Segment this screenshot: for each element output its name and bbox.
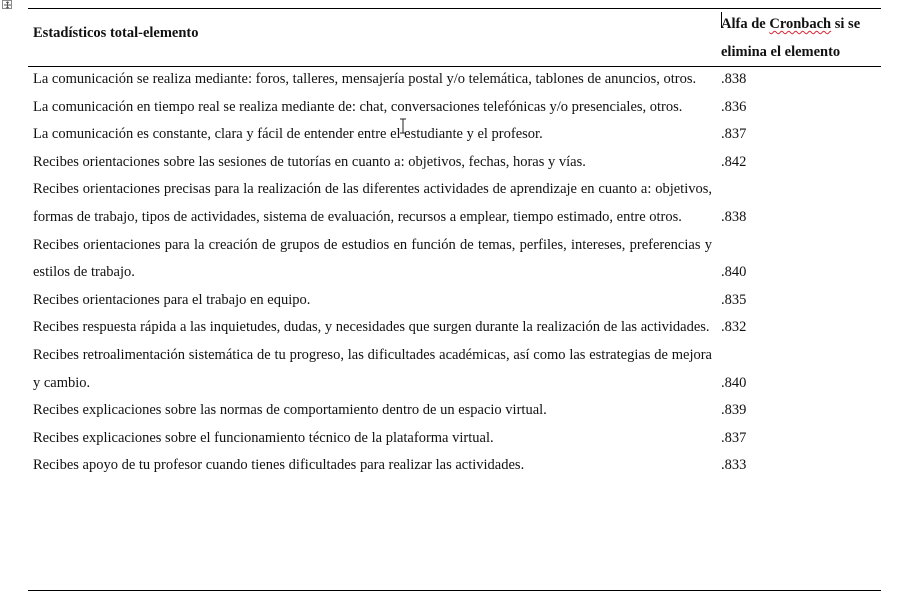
header-cronbach-part1: Alfa de — [721, 16, 770, 32]
item-alpha: .840 — [721, 374, 747, 391]
item-alpha: .832 — [721, 319, 747, 336]
item-alpha: .837 — [721, 429, 747, 446]
item-alpha: .838 — [721, 208, 747, 225]
table-row — [28, 232, 881, 287]
table-row — [28, 287, 881, 315]
item-text: La comunicación en tiempo real se realiza mediante de: chat, conversaciones telefónicas y/o presenciales, otros. — [33, 98, 683, 115]
item-text: Recibes respuesta rápida a las inquietudes, dudas, y necesidades que surgen durante la realización de las actividades. — [33, 319, 710, 336]
header-cronbach-alpha — [721, 10, 881, 66]
table-row — [28, 66, 881, 94]
table-move-handle[interactable] — [2, 0, 12, 9]
item-text: La comunicación es constante, clara y fácil de entender entre el estudiante y el profesor. — [33, 126, 543, 143]
header-statistics: Estadísticos total-elemento — [33, 25, 199, 41]
table-row — [28, 149, 881, 177]
table-row — [28, 176, 881, 231]
table-body — [28, 66, 881, 480]
item-alpha: .840 — [721, 264, 747, 281]
spellcheck-flagged-word[interactable]: Cronbach — [769, 16, 832, 32]
table-row — [28, 452, 881, 480]
item-alpha: .835 — [721, 291, 747, 308]
table-row — [28, 425, 881, 453]
item-text: La comunicación se realiza mediante: foros, talleres, mensajería postal y/o telemática, tablones de anuncios, otros. — [33, 71, 697, 87]
item-alpha: .839 — [721, 402, 747, 419]
table-row — [28, 121, 881, 149]
item-alpha: .833 — [721, 457, 747, 474]
item-text: Recibes orientaciones para la creación de grupos de estudios en función de temas, perfiles, intereses, preferencias y estilos de trabajo. — [33, 236, 712, 281]
table-bottom-rule — [28, 590, 881, 591]
table-row — [28, 397, 881, 425]
item-text: Recibes orientaciones sobre las sesiones de tutorías en cuanto a: objetivos, fechas, horas y vías. — [33, 153, 586, 170]
item-text: Recibes apoyo de tu profesor cuando tienes dificultades para realizar las actividades. — [33, 457, 525, 474]
header-cronbach-part2: si se elimina el elemento — [721, 16, 861, 60]
table-row — [28, 314, 881, 342]
table-row — [28, 342, 881, 397]
move-arrows-icon — [3, 1, 12, 9]
item-text: Recibes orientaciones precisas para la realización de las diferentes actividades de aprendizaje en cuanto a: objetivos, formas de trabajo, tipos de actividades, sistema de evaluación, recursos a emplear, tiempo estimado, entre otros. — [33, 181, 712, 225]
item-text: Recibes explicaciones sobre el funcionamiento técnico de la plataforma virtual. — [33, 429, 494, 446]
table-top-rule — [28, 8, 881, 9]
item-alpha: .836 — [721, 98, 747, 115]
item-alpha: .842 — [721, 153, 747, 170]
item-text: Recibes explicaciones sobre las normas de comportamiento dentro de un espacio virtual. — [33, 402, 547, 419]
item-alpha: .838 — [721, 71, 747, 87]
item-text: Recibes retroalimentación sistemática de tu progreso, las dificultades académicas, así como las estrategias de mejora y cambio. — [33, 346, 712, 391]
table-row — [28, 94, 881, 122]
ibeam-cursor-icon — [399, 118, 407, 134]
item-text: Recibes orientaciones para el trabajo en equipo. — [33, 291, 311, 308]
item-alpha: .837 — [721, 126, 747, 143]
